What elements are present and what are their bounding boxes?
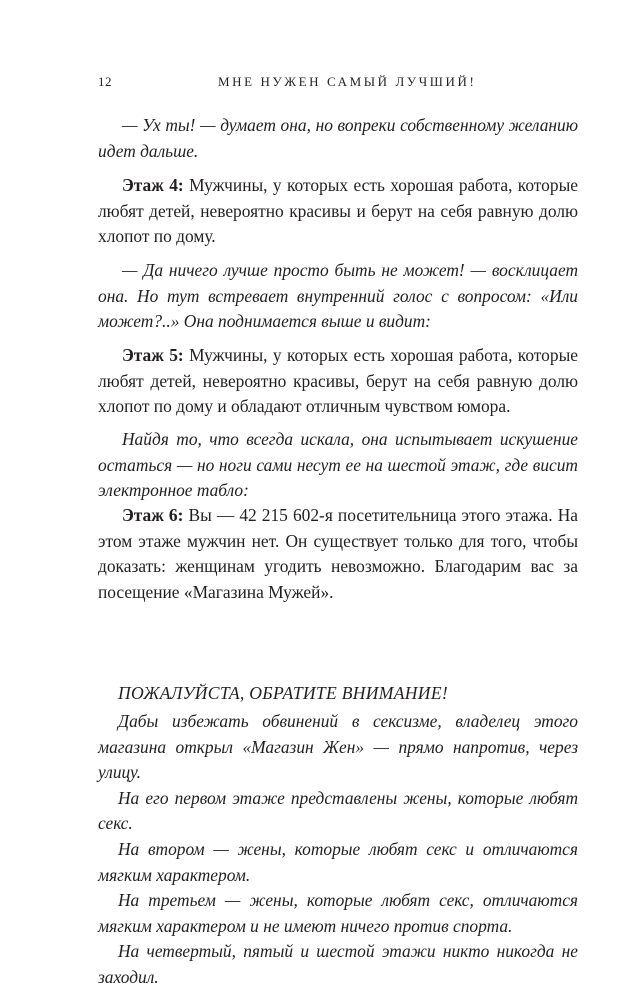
paragraph-inner-voice	[98, 258, 578, 335]
paragraph-text: Найдя то, что всегда искала, она испытывает искушение остаться — но ноги сами несут ее на шестой этаж, где висит электронное табло:	[98, 429, 578, 500]
paragraph-exclamation	[98, 113, 578, 164]
paragraph-floor-6	[98, 503, 578, 605]
paragraph-text: — Да ничего лучше просто быть не может! — восклицает она. Но тут встревает внутренний голос с вопросом: «Или может?..» Она поднимается выше и видит:	[98, 260, 578, 331]
floor-6-label: Этаж 6:	[122, 505, 184, 525]
floor-6-text: Вы — 42 215 602-я посетительница этого этажа. На этом этаже мужчин нет. Он существует только для того, чтобы доказать: женщинам угодить невозможно. Благодарим вас за посещение «Магазина Мужей».	[98, 505, 578, 602]
notice-body	[98, 709, 578, 991]
paragraph-floor-5	[98, 343, 578, 420]
running-head	[98, 74, 580, 94]
notice-line: На третьем — жены, которые любят секс, отличаются мягким характером и не имеют ничего против спорта.	[98, 890, 578, 936]
paragraph-floor-4	[98, 173, 578, 250]
page-number: 12	[98, 74, 112, 89]
paragraph-temptation	[98, 427, 578, 504]
notice-line: На втором — жены, которые любят секс и отличаются мягким характером.	[98, 838, 578, 885]
notice-line: Дабы избежать обвинений в сексизме, владелец этого магазина открыл «Магазин Жен» — прямо напротив, через улицу.	[98, 711, 578, 783]
notice-heading: ПОЖАЛУЙСТА, ОБРАТИТЕ ВНИМАНИЕ!	[118, 683, 449, 703]
floor-5-text: Мужчины, у которых есть хорошая работа, которые любят детей, невероятно красивы, берут на себя равную долю хлопот по дому и обладают отличным чувством юмора.	[98, 345, 578, 416]
floor-4-label: Этаж 4:	[122, 175, 184, 195]
notice-line: На его первом этаже представлены жены, которые любят секс.	[98, 787, 578, 834]
running-title: МНЕ НУЖЕН САМЫЙ ЛУЧШИЙ!	[218, 74, 477, 89]
floor-5-label: Этаж 5:	[122, 345, 184, 365]
notice-line: На четвертый, пятый и шестой этажи никто никогда не заходил.	[98, 941, 578, 987]
floor-4-text: Мужчины, у которых есть хорошая работа, которые любят детей, невероятно красивы и берут на себя равную долю хлопот по дому.	[98, 175, 578, 246]
paragraph-text: — Ух ты! — думает она, но вопреки собственному желанию идет дальше.	[98, 115, 578, 161]
